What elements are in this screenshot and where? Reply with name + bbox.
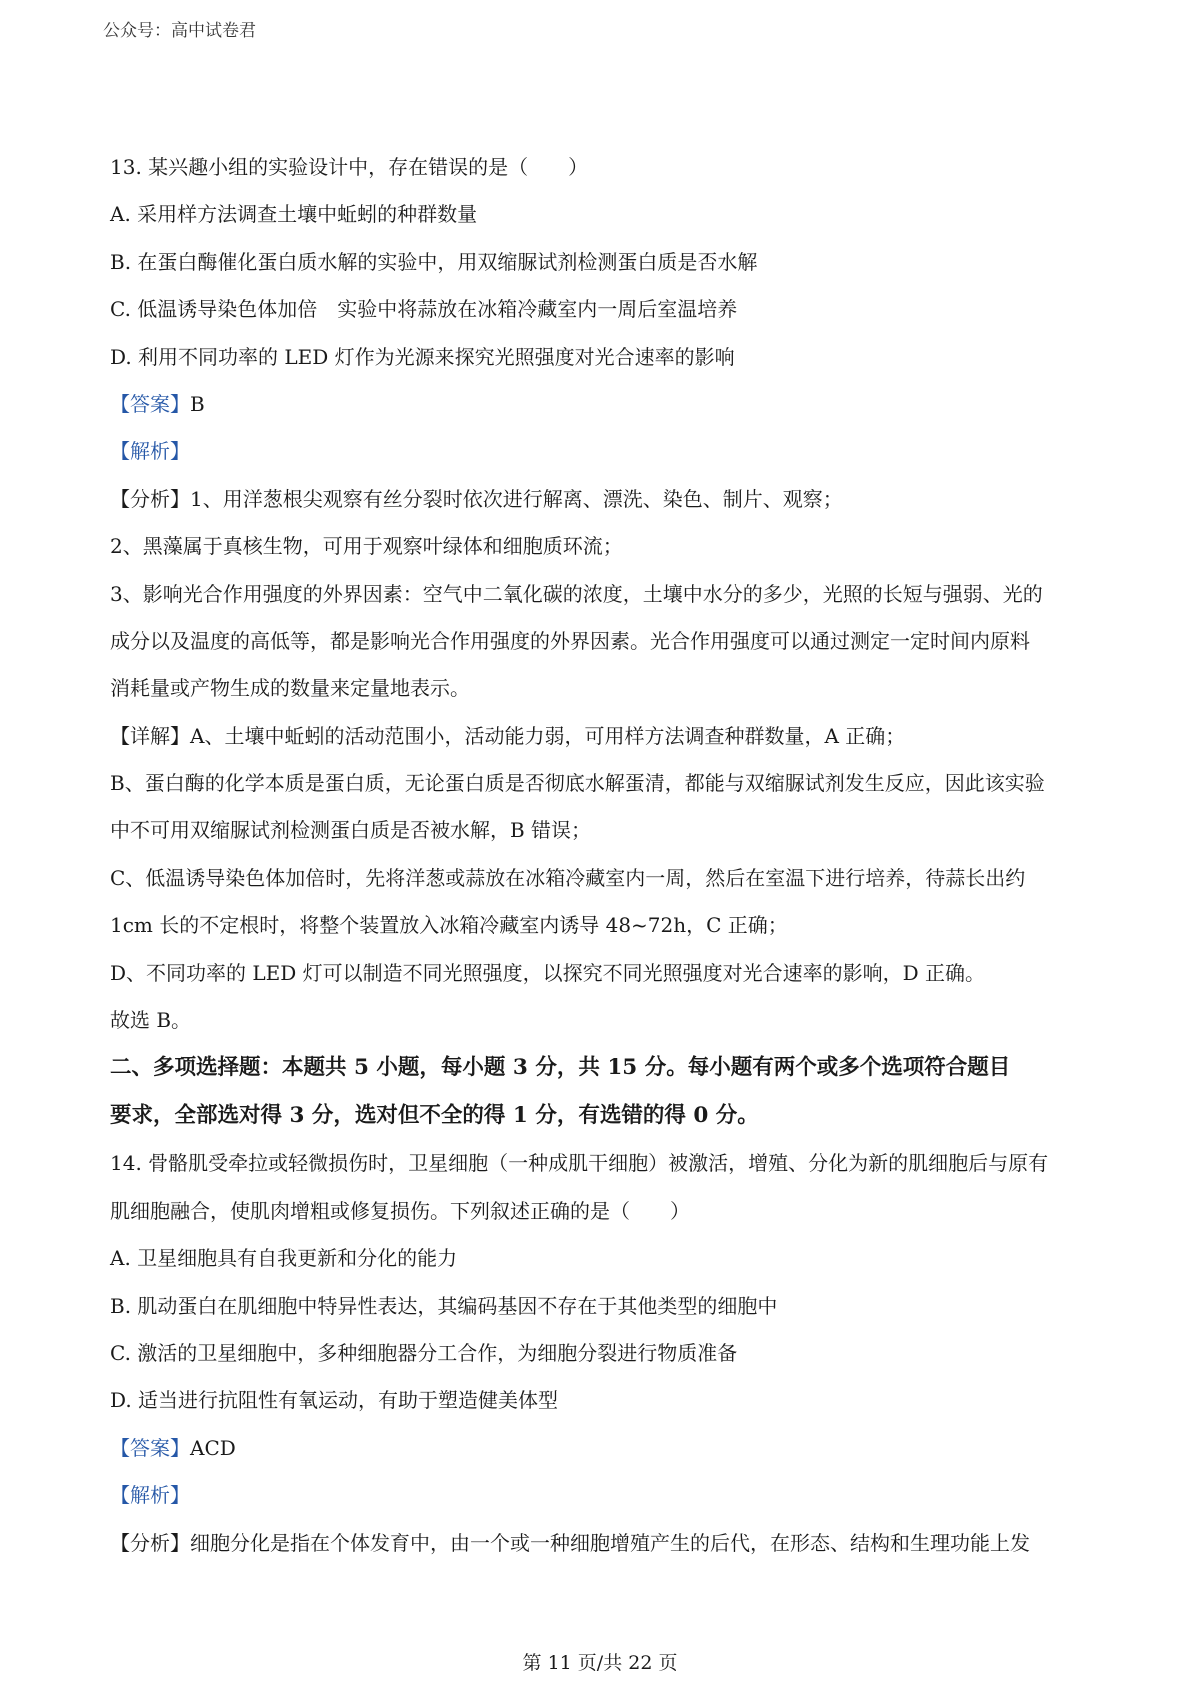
q13-option-a: A. 采用样方法调查土壤中蚯蚓的种群数量	[110, 202, 478, 227]
q14-option-b: B. 肌动蛋白在肌细胞中特异性表达，其编码基因不存在于其他类型的细胞中	[110, 1293, 778, 1318]
q13-analysis-heading	[110, 428, 1110, 475]
q14-analysis-heading	[110, 1472, 1110, 1519]
fenxi-text: 1、用洋葱根尖观察有丝分裂时依次进行解离、漂洗、染色、制片、观察；	[190, 486, 843, 511]
page-header-source: 公众号：高中试卷君	[103, 21, 256, 41]
q13-fenxi-line: 3、影响光合作用强度的外界因素：空气中二氧化碳的浓度，土壤中水分的多少，光照的长短与强弱、光的	[110, 581, 1043, 606]
xiangjie-tag: 【详解】	[110, 723, 190, 748]
answer-value: ACD	[190, 1435, 236, 1460]
q14-option-d: D. 适当进行抗阻性有氧运动，有助于塑造健美体型	[110, 1388, 559, 1413]
q13-xiangjie-line: 1cm 长的不定根时，将整个装置放入冰箱冷藏室内诱导 48~72h，C 正确；	[110, 913, 788, 938]
q13-conclusion: 故选 B。	[110, 1008, 192, 1033]
section-heading: 二、多项选择题：本题共 5 小题，每小题 3 分，共 15 分。每小题有两个或多个选项符合题目	[110, 1055, 1011, 1081]
analysis-tag: 【解析】	[110, 1483, 190, 1508]
q13-fenxi-line	[110, 476, 1110, 523]
answer-tag: 【答案】	[110, 391, 190, 416]
q14-fenxi-line	[110, 1520, 1110, 1567]
xiangjie-text: A、土壤中蚯蚓的活动范围小，活动能力弱，可用样方法调查种群数量，A 正确；	[190, 723, 906, 748]
q13-option-d: D. 利用不同功率的 LED 灯作为光源来探究光照强度对光合速率的影响	[110, 344, 735, 369]
q13-xiangjie-line: 中不可用双缩脲试剂检测蛋白质是否被水解，B 错误；	[110, 818, 592, 843]
analysis-tag: 【解析】	[110, 439, 190, 464]
q13-fenxi-line: 2、黑藻属于真核生物，可用于观察叶绿体和细胞质环流；	[110, 534, 623, 559]
q14-stem: 肌细胞融合，使肌肉增粗或修复损伤。下列叙述正确的是（ ）	[110, 1198, 690, 1223]
q13-fenxi-line: 消耗量或产物生成的数量来定量地表示。	[110, 676, 470, 701]
q13-option-c: C. 低温诱导染色体加倍 实验中将蒜放在冰箱冷藏室内一周后室温培养	[110, 297, 738, 322]
page-number: 第 11 页/共 22 页	[522, 1652, 678, 1674]
fenxi-text: 细胞分化是指在个体发育中，由一个或一种细胞增殖产生的后代，在形态、结构和生理功能上发	[190, 1530, 1030, 1555]
q14-answer	[110, 1425, 1110, 1472]
answer-value: B	[190, 391, 205, 416]
document-body	[110, 144, 1110, 1567]
q14-stem: 14. 骨骼肌受牵拉或轻微损伤时，卫星细胞（一种成肌干细胞）被激活，增殖、分化为新的肌细胞后与原有	[110, 1151, 1049, 1176]
q13-xiangjie-line	[110, 713, 1110, 760]
q13-stem: 13. 某兴趣小组的实验设计中，存在错误的是（ ）	[110, 155, 589, 179]
answer-tag: 【答案】	[110, 1435, 190, 1460]
q13-option-b: B. 在蛋白酶催化蛋白质水解的实验中，用双缩脲试剂检测蛋白质是否水解	[110, 249, 758, 274]
q13-xiangjie-line: B、蛋白酶的化学本质是蛋白质，无论蛋白质是否彻底水解蛋清，都能与双缩脲试剂发生反应，因此该实验	[110, 771, 1045, 796]
q13-xiangjie-line: D、不同功率的 LED 灯可以制造不同光照强度，以探究不同光照强度对光合速率的影响，D 正确。	[110, 960, 986, 985]
q14-option-a: A. 卫星细胞具有自我更新和分化的能力	[110, 1246, 458, 1271]
q13-answer	[110, 381, 1110, 428]
q13-xiangjie-line: C、低温诱导染色体加倍时，先将洋葱或蒜放在冰箱冷藏室内一周，然后在室温下进行培养，待蒜长出约	[110, 865, 1026, 890]
fenxi-tag: 【分析】	[110, 1530, 190, 1555]
q14-option-c: C. 激活的卫星细胞中，多种细胞器分工合作，为细胞分裂进行物质准备	[110, 1340, 738, 1365]
fenxi-tag: 【分析】	[110, 486, 190, 511]
section-heading: 要求，全部选对得 3 分，选对但不全的得 1 分，有选错的得 0 分。	[110, 1103, 759, 1129]
q13-fenxi-line: 成分以及温度的高低等，都是影响光合作用强度的外界因素。光合作用强度可以通过测定一定时间内原料	[110, 628, 1030, 653]
